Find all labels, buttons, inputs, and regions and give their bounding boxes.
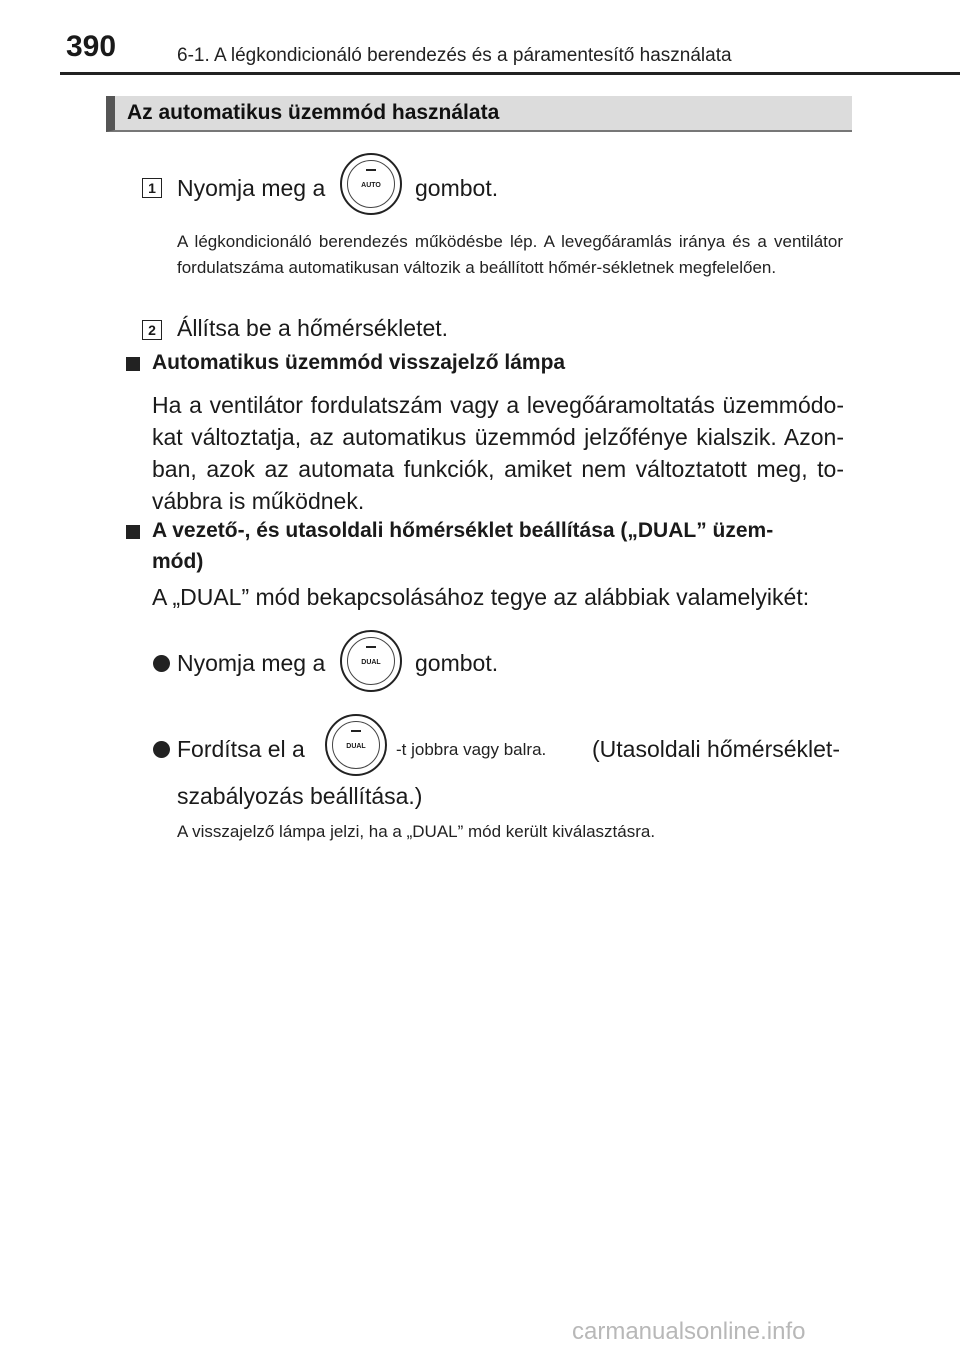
dual-heading-line1: A vezető-, és utasoldali hőmérséklet beállítása („DUAL” üzem- xyxy=(152,519,774,542)
dual-heading-line2: mód) xyxy=(152,550,204,573)
dual-bullet2-line2: szabályozás beállítása.) xyxy=(177,783,423,809)
dual-button-icon xyxy=(340,630,402,692)
watermark: carmanualsonline.info xyxy=(572,1318,806,1345)
auto-button-label: AUTO xyxy=(361,182,381,189)
dual-bullet2-small: -t jobbra vagy balra. xyxy=(396,740,547,759)
square-bullet-icon xyxy=(126,357,140,371)
step-number-1: 1 xyxy=(142,178,162,198)
dual-intro: A „DUAL” mód bekapcsolásához tegye az alábbiak valamelyikét: xyxy=(152,584,810,610)
dot-bullet-icon xyxy=(153,741,170,758)
dual-button-label: DUAL xyxy=(361,659,381,666)
section-title-bar xyxy=(106,96,852,132)
dual-bullet2-before: Fordítsa el a xyxy=(177,736,305,762)
auto-button-icon xyxy=(340,153,402,215)
indicator-body: Ha a ventilátor fordulatszám vagy a levegőáramoltatás üzemmódo-kat változtatja, az automatikus üzemmód jelzőfénye kialszik. Azon-ban, azok az automata funkciók, amiket nem változtatott meg, to-vábbra is működnek. xyxy=(152,392,844,514)
dual-bullet2-after: (Utasoldali hőmérséklet- xyxy=(592,736,840,762)
step1-note: A légkondicionáló berendezés működésbe lép. A levegőáramlás iránya és a ventilátor fordulatszáma automatikusan változik a beállított hőmér-sékletnek megfelelően. xyxy=(177,232,843,277)
page-header xyxy=(0,0,960,80)
header-divider xyxy=(60,72,960,75)
step1-text-before: Nyomja meg a xyxy=(177,175,326,201)
indicator-heading: Automatikus üzemmód visszajelző lámpa xyxy=(152,351,566,374)
chapter-title: 6-1. A légkondicionáló berendezés és a páramentesítő használata xyxy=(177,45,732,66)
section-title: Az automatikus üzemmód használata xyxy=(127,101,500,124)
square-bullet-icon xyxy=(126,525,140,539)
dual-bullet1-before: Nyomja meg a xyxy=(177,650,326,676)
dual-knob-label: DUAL xyxy=(346,743,366,750)
step-number-2: 2 xyxy=(142,320,162,340)
page-number: 390 xyxy=(66,30,117,63)
dual-bullet1-after: gombot. xyxy=(415,650,499,676)
dot-bullet-icon xyxy=(153,655,170,672)
dual-note: A visszajelző lámpa jelzi, ha a „DUAL” mód került kiválasztásra. xyxy=(177,822,656,841)
step1-text-after: gombot. xyxy=(415,175,499,201)
dual-knob-icon xyxy=(325,714,387,776)
step2-text: Állítsa be a hőmérsékletet. xyxy=(177,315,449,341)
